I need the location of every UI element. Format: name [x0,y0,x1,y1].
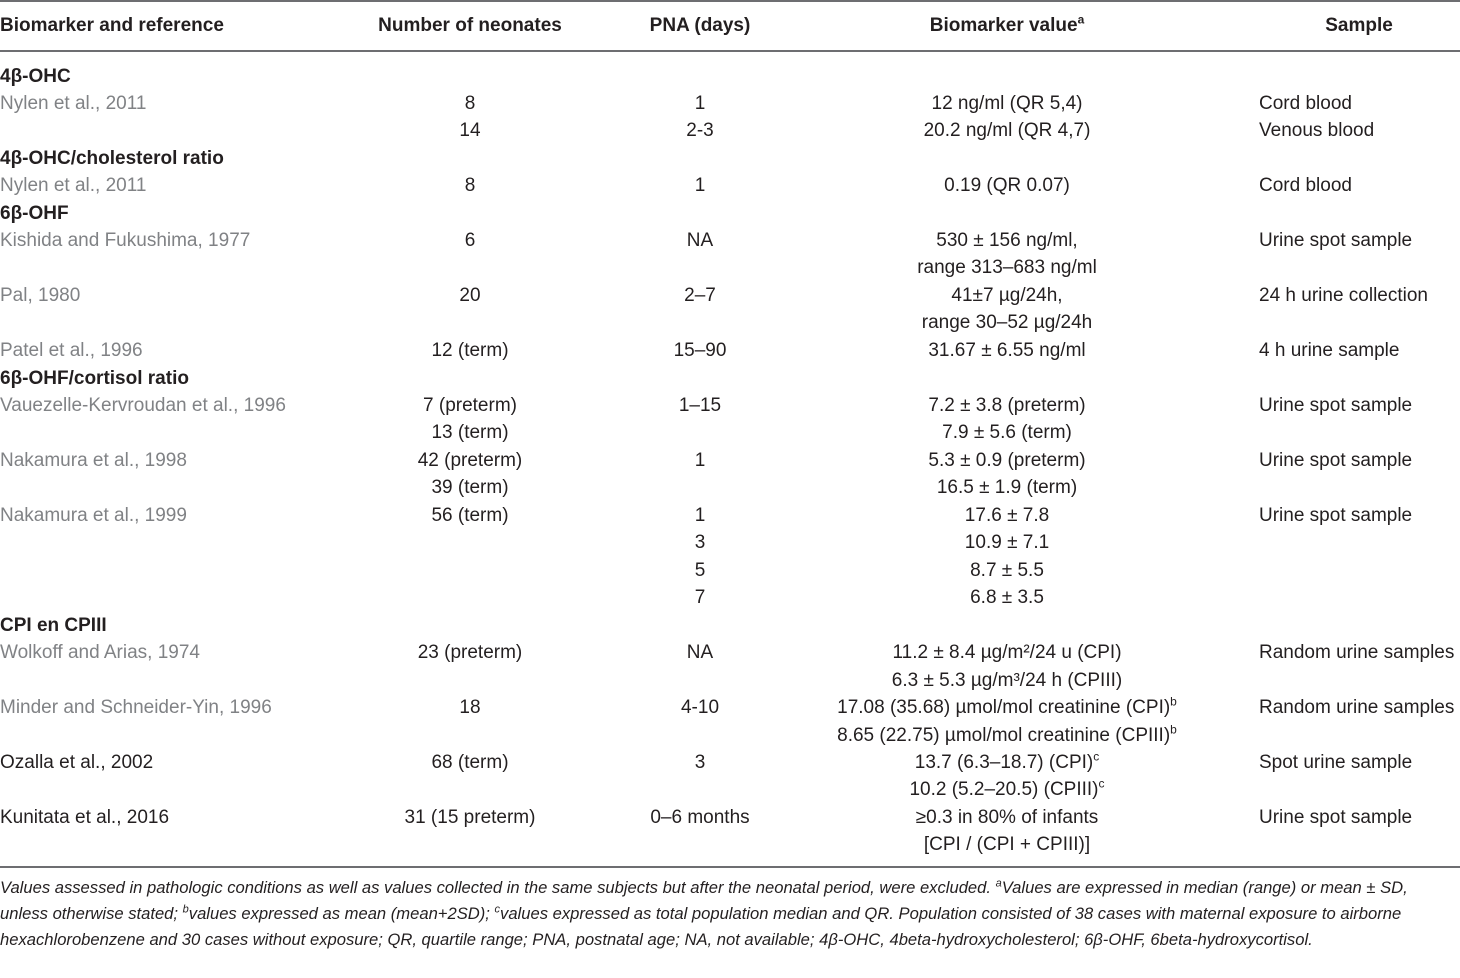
value-cell: 6.3 ± 5.3 µg/m³/24 h (CPIII) [891,670,1123,691]
table-row [0,694,1460,721]
table-row [0,227,1460,254]
section-title: CPI en CPIII [0,615,107,636]
value-cell: range 313–683 ng/ml [917,257,1097,278]
pna-cell: 2–7 [684,285,716,306]
header-sample: Sample [1325,15,1393,36]
value-cell: 0.19 (QR 0.07) [944,175,1070,196]
sample-cell: Urine spot sample [1259,230,1413,251]
pna-cell: 1 [694,505,706,526]
pna-cell: 1–15 [678,395,722,416]
sample-cell: Random urine samples [1259,697,1455,718]
number-cell: 6 [464,230,476,251]
value-cell: 16.5 ± 1.9 (term) [936,477,1078,498]
value-cell: 6.8 ± 3.5 [970,587,1044,608]
pna-cell: 15–90 [673,340,727,361]
value-cell: 5.3 ± 0.9 (preterm) [928,450,1086,471]
value-cell: 8.7 ± 5.5 [970,560,1044,581]
pna-cell: 3 [694,752,706,773]
reference-cell: Kunitata et al., 2016 [0,807,170,828]
number-cell: 12 (term) [431,340,509,361]
reference-cell: Minder and Schneider-Yin, 1996 [0,697,272,718]
table-row [0,529,1460,556]
sample-cell: 24 h urine collection [1259,285,1428,306]
pna-cell: 5 [694,560,706,581]
value-cell: [CPI / (CPI + CPIII)] [923,834,1091,855]
table-row [0,804,1460,831]
pna-cell: 0–6 months [650,807,750,828]
table-row [0,722,1460,749]
section-title: 6β-OHF [0,203,69,224]
table-row [0,117,1460,144]
reference-cell: Vauezelle-Kervroudan et al., 1996 [0,395,286,416]
number-cell: 20 [459,285,481,306]
number-cell: 39 (term) [431,477,509,498]
reference-cell: Nakamura et al., 1999 [0,505,187,526]
value-cell: 7.2 ± 3.8 (preterm) [928,395,1086,416]
top-rule [0,0,1460,2]
sample-cell: Urine spot sample [1259,505,1413,526]
pna-cell: 2-3 [686,120,714,141]
value-cell: 31.67 ± 6.55 ng/ml [928,340,1086,361]
reference-cell: Ozalla et al., 2002 [0,752,154,773]
number-cell: 42 (preterm) [417,450,523,471]
table-row [0,557,1460,584]
table-row [0,309,1460,336]
value-cell: 13.7 (6.3–18.7) (CPI)$^c$ [914,749,1100,773]
table-row [0,419,1460,446]
header-value: Biomarker value$^a$ [929,12,1085,36]
table-row [0,282,1460,309]
table-row [0,172,1460,199]
table-row [0,776,1460,803]
header-reference: Biomarker and reference [0,15,224,36]
number-cell: 8 [464,93,476,114]
table-row [0,831,1460,858]
header-number: Number of neonates [378,15,562,36]
pna-cell: NA [686,230,714,251]
value-cell: 7.9 ± 5.6 (term) [942,422,1072,443]
reference-cell: Pal, 1980 [0,285,81,306]
sample-cell: Urine spot sample [1259,807,1413,828]
pna-cell: 3 [694,532,706,553]
reference-cell: Nylen et al., 2011 [0,175,147,196]
number-cell: 23 (preterm) [417,642,523,663]
value-cell: 17.08 (35.68) µmol/mol creatinine (CPI)$^b$ [837,694,1177,718]
sample-cell: Urine spot sample [1259,450,1413,471]
value-cell: 10.9 ± 7.1 [964,532,1050,553]
pna-cell: NA [686,642,714,663]
value-cell: ≥0.3 in 80% of infants [915,807,1099,828]
section-title: 6β-OHF/cortisol ratio [0,368,189,389]
pna-cell: 1 [694,175,706,196]
sample-cell: Cord blood [1259,175,1352,196]
pna-cell: 1 [694,93,706,114]
reference-cell: Patel et al., 1996 [0,340,143,361]
table-row [0,667,1460,694]
header-pna: PNA (days) [649,15,751,36]
table-footnote: Values assessed in pathologic conditions as well as values collected in the same subjects but after the neonatal period, were excluded. $^a$Values are expressed in median (range) or mean ± SD, unless otherwise stated; $^b$values expressed as mean (mean+2SD); $^c$values expressed as total population median and QR. Population consisted of 38 cases with maternal exposure to airborne hexachlorobenzene and 30 cases without exposure; QR, quartile range; PNA, postnatal age; NA, not available; 4β-OHC, 4beta-hydroxycholesterol; 6β-OHF, 6beta-hydroxycortisol. [0,877,1408,949]
value-cell: 530 ± 156 ng/ml, [936,230,1078,251]
table-row [0,639,1460,666]
table-row [0,584,1460,611]
value-cell: 17.6 ± 7.8 [964,505,1050,526]
table-row [0,254,1460,281]
reference-cell: Kishida and Fukushima, 1977 [0,230,251,251]
number-cell: 31 (15 preterm) [404,807,536,828]
sample-cell: Spot urine sample [1259,752,1413,773]
pna-cell: 1 [694,450,706,471]
sample-cell: Urine spot sample [1259,395,1413,416]
number-cell: 56 (term) [431,505,509,526]
sample-cell: Cord blood [1259,93,1352,114]
pna-cell: 7 [694,587,706,608]
table-row [0,502,1460,529]
table-row [0,474,1460,501]
reference-cell: Nakamura et al., 1998 [0,450,187,471]
number-cell: 7 (preterm) [423,395,517,416]
table-row [0,90,1460,117]
sample-cell: Venous blood [1259,120,1375,141]
sample-cell: 4 h urine sample [1259,340,1400,361]
number-cell: 68 (term) [431,752,509,773]
value-cell: 8.65 (22.75) µmol/mol creatinine (CPIII)$^b$ [837,722,1177,746]
table-row [0,447,1460,474]
bottom-rule [0,866,1460,868]
header-rule [0,50,1460,52]
table-row [0,392,1460,419]
number-cell: 13 (term) [431,422,509,443]
number-cell: 18 [459,697,481,718]
value-cell: 11.2 ± 8.4 µg/m²/24 u (CPI) [892,642,1122,663]
value-cell: 12 ng/ml (QR 5,4) [931,93,1083,114]
value-cell: 41±7 µg/24h, [951,285,1063,306]
value-cell: 10.2 (5.2–20.5) (CPIII)$^c$ [909,776,1105,800]
table-row [0,749,1460,776]
number-cell: 8 [464,175,476,196]
reference-cell: Nylen et al., 2011 [0,93,147,114]
section-title: 4β-OHC/cholesterol ratio [0,148,224,169]
table-row [0,337,1460,364]
reference-cell: Wolkoff and Arias, 1974 [0,642,200,663]
number-cell: 14 [459,120,481,141]
value-cell: 20.2 ng/ml (QR 4,7) [923,120,1091,141]
value-cell: range 30–52 µg/24h [921,312,1093,333]
section-title: 4β-OHC [0,66,71,87]
pna-cell: 4-10 [680,697,720,718]
sample-cell: Random urine samples [1259,642,1455,663]
